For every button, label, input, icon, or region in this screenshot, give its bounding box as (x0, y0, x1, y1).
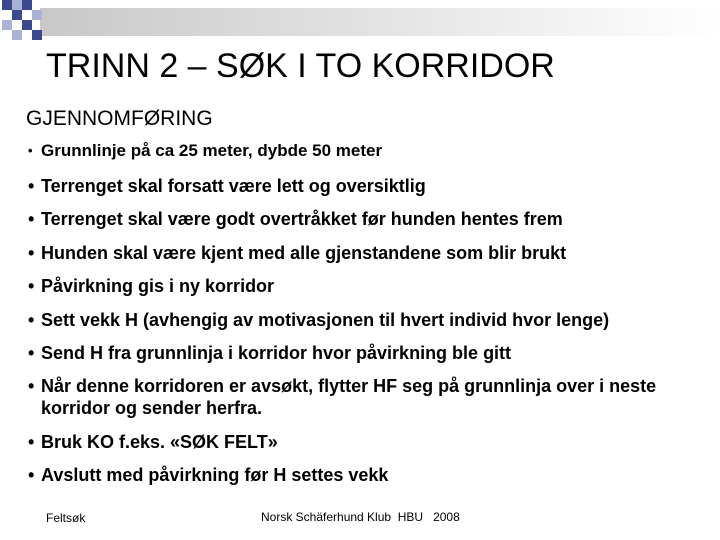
footer-left-text: Feltsøk (46, 511, 86, 525)
bullet-item: • Bruk KO f.eks. «SØK FELT» (28, 431, 708, 453)
bullet-list (28, 140, 708, 498)
deco-square (22, 20, 32, 30)
deco-square (12, 0, 22, 10)
bullet-item: • Når denne korridoren er avsøkt, flytter HF seg på grunnlinja over i neste korridor og sender herfra. (28, 375, 708, 419)
deco-square (12, 10, 22, 20)
footer-center-text: Norsk Schäferhund Klub HBU 2008 (261, 510, 460, 524)
deco-square (22, 0, 32, 10)
deco-square (2, 0, 12, 10)
header-gradient-band (40, 8, 720, 36)
deco-square (2, 20, 12, 30)
header-decoration (0, 0, 720, 48)
bullet-item: • Terrenget skal forsatt være lett og oversiktlig (28, 175, 708, 197)
bullet-item: • Send H fra grunnlinja i korridor hvor påvirkning ble gitt (28, 342, 708, 364)
section-heading: GJENNOMFØRING (26, 107, 213, 130)
bullet-item: • Påvirkning gis i ny korridor (28, 275, 708, 297)
bullet-item: • Sett vekk H (avhengig av motivasjonen til hvert individ hvor lenge) (28, 309, 708, 331)
bullet-item: • Terrenget skal være godt overtråkket før hunden hentes frem (28, 208, 708, 230)
bullet-item: • Hunden skal være kjent med alle gjenstandene som blir brukt (28, 242, 708, 264)
slide-title: TRINN 2 – SØK I TO KORRIDOR (46, 47, 555, 85)
bullet-item: • Avslutt med påvirkning før H settes vekk (28, 464, 708, 486)
deco-square (32, 30, 42, 40)
deco-square (12, 30, 22, 40)
bullet-item: • Grunnlinje på ca 25 meter, dybde 50 meter (28, 140, 708, 162)
deco-square (32, 10, 42, 20)
